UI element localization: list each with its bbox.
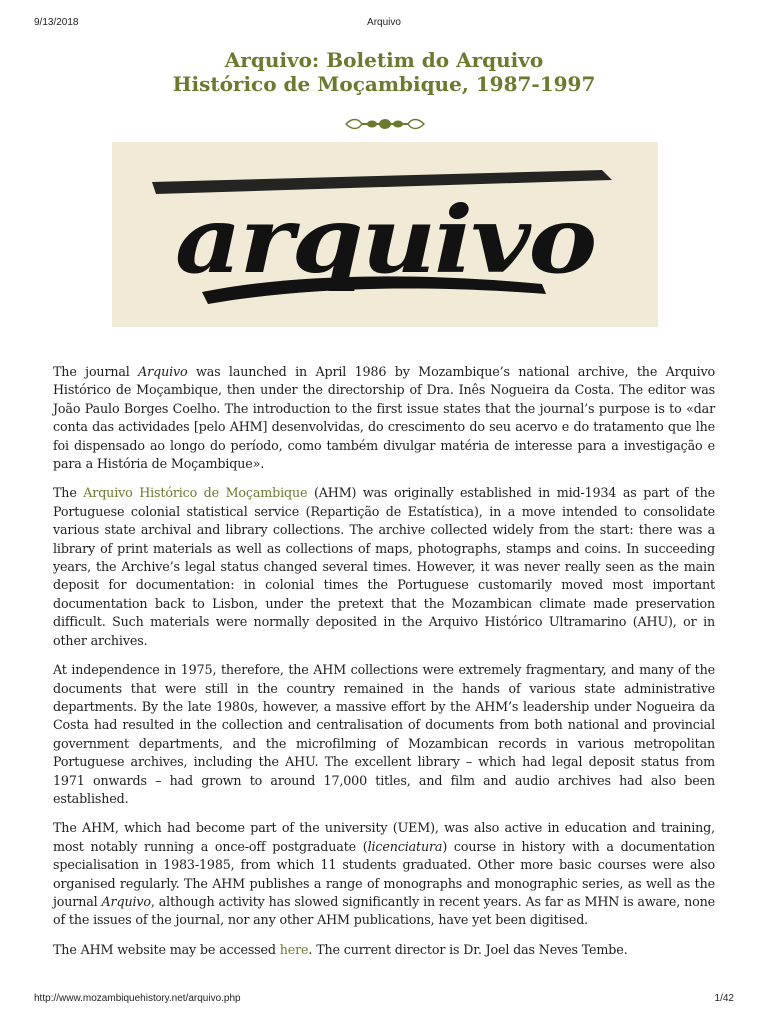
paragraph-history: The Arquivo Histórico de Moçambique (AHM) was originally established in mid-1934 as part of the Portuguese colonial statistical service (Repartição de Estatística), in a move intended to consolidate various state archival and library collections. The archive collected widely from the start: there was a library of print materials as well as collections of maps, photographs, stamps and coins. In succeeding years, the Archive’s legal status changed several times. However, it was never really seen as the main deposit for documentation: in colonial times the Portuguese customarily moved most important documentation back to Lisbon, under the pretext that the Mozambican climate made preservation difficult. Such materials were normally deposited in the Arquivo Histórico Ultramarino (AHU), or in other archives. [53,485,715,648]
arquivo-logo-image [112,142,658,327]
page-title-line2: Histórico de Moçambique, 1987-1997 [172,72,596,96]
print-url: http://www.mozambiquehistory.net/arquivo.php [34,993,241,1004]
arquivo-logo [112,142,658,327]
website-link[interactable]: here [279,941,309,957]
paragraph-independence: At independence in 1975, therefore, the AHM collections were extremely fragmentary, and many of the documents that were still in the country remained in the hands of various state administrative departments. By the late 1980s, however, a massive effort by the AHM’s leadership under Nogueira da Costa had resulted in the collection and centralisation of documents from both national and provincial government departments, and the microfilming of Mozambican records in various metropolitan Portuguese archives, including the AHU. The excellent library – which had legal deposit status from 1971 onwards – had grown to around 17,000 titles, and film and audio archives had also been established. [53,662,715,806]
print-date: 9/13/2018 [34,17,79,28]
paragraph-intro: The journal Arquivo was launched in April 1986 by Mozambique’s national archive, the Arquivo Histórico de Moçambique, then under the directorship of Dra. Inês Nogueira da Costa. The editor was João Paulo Borges Coelho. The introduction to the first issue states that the journal’s purpose is to «dar conta das actividades [pelo AHM] desenvolvidas, do crescimento do seu acervo e do tratamento que lhe foi dispensado ao longo do período, como também divulgar matéria de interesse para a investigação e para a História de Moçambique». [53,364,715,472]
page-title [0,48,768,96]
print-page-title: Arquivo [367,17,401,28]
page-title-line1: Arquivo: Boletim do Arquivo [224,48,544,72]
print-header [0,17,768,31]
page-number: 1/42 [714,993,734,1004]
ornament-divider-icon [344,116,426,132]
print-footer [0,993,768,1007]
paragraph-website: The AHM website may be accessed here. The current director is Dr. Joel das Neves Tembe. [53,941,628,957]
paragraph-education: The AHM, which had become part of the university (UEM), was also active in education and training, most notably running a once-off postgraduate (licenciatura) course in history with a documentation specialisation in 1983-1985, from which 11 students graduated. Other more basic courses were also organised regularly. The AHM publishes a range of monographs and monographic series, as well as the journal Arquivo, although activity has slowed significantly in recent years. As far as MHN is aware, none of the issues of the journal, nor any other AHM publications, have yet been digitised. [53,820,716,928]
ahm-link[interactable]: Arquivo Histórico de Moçambique [83,485,308,501]
logo-text: arquivo [175,186,595,294]
article-body [53,363,715,970]
